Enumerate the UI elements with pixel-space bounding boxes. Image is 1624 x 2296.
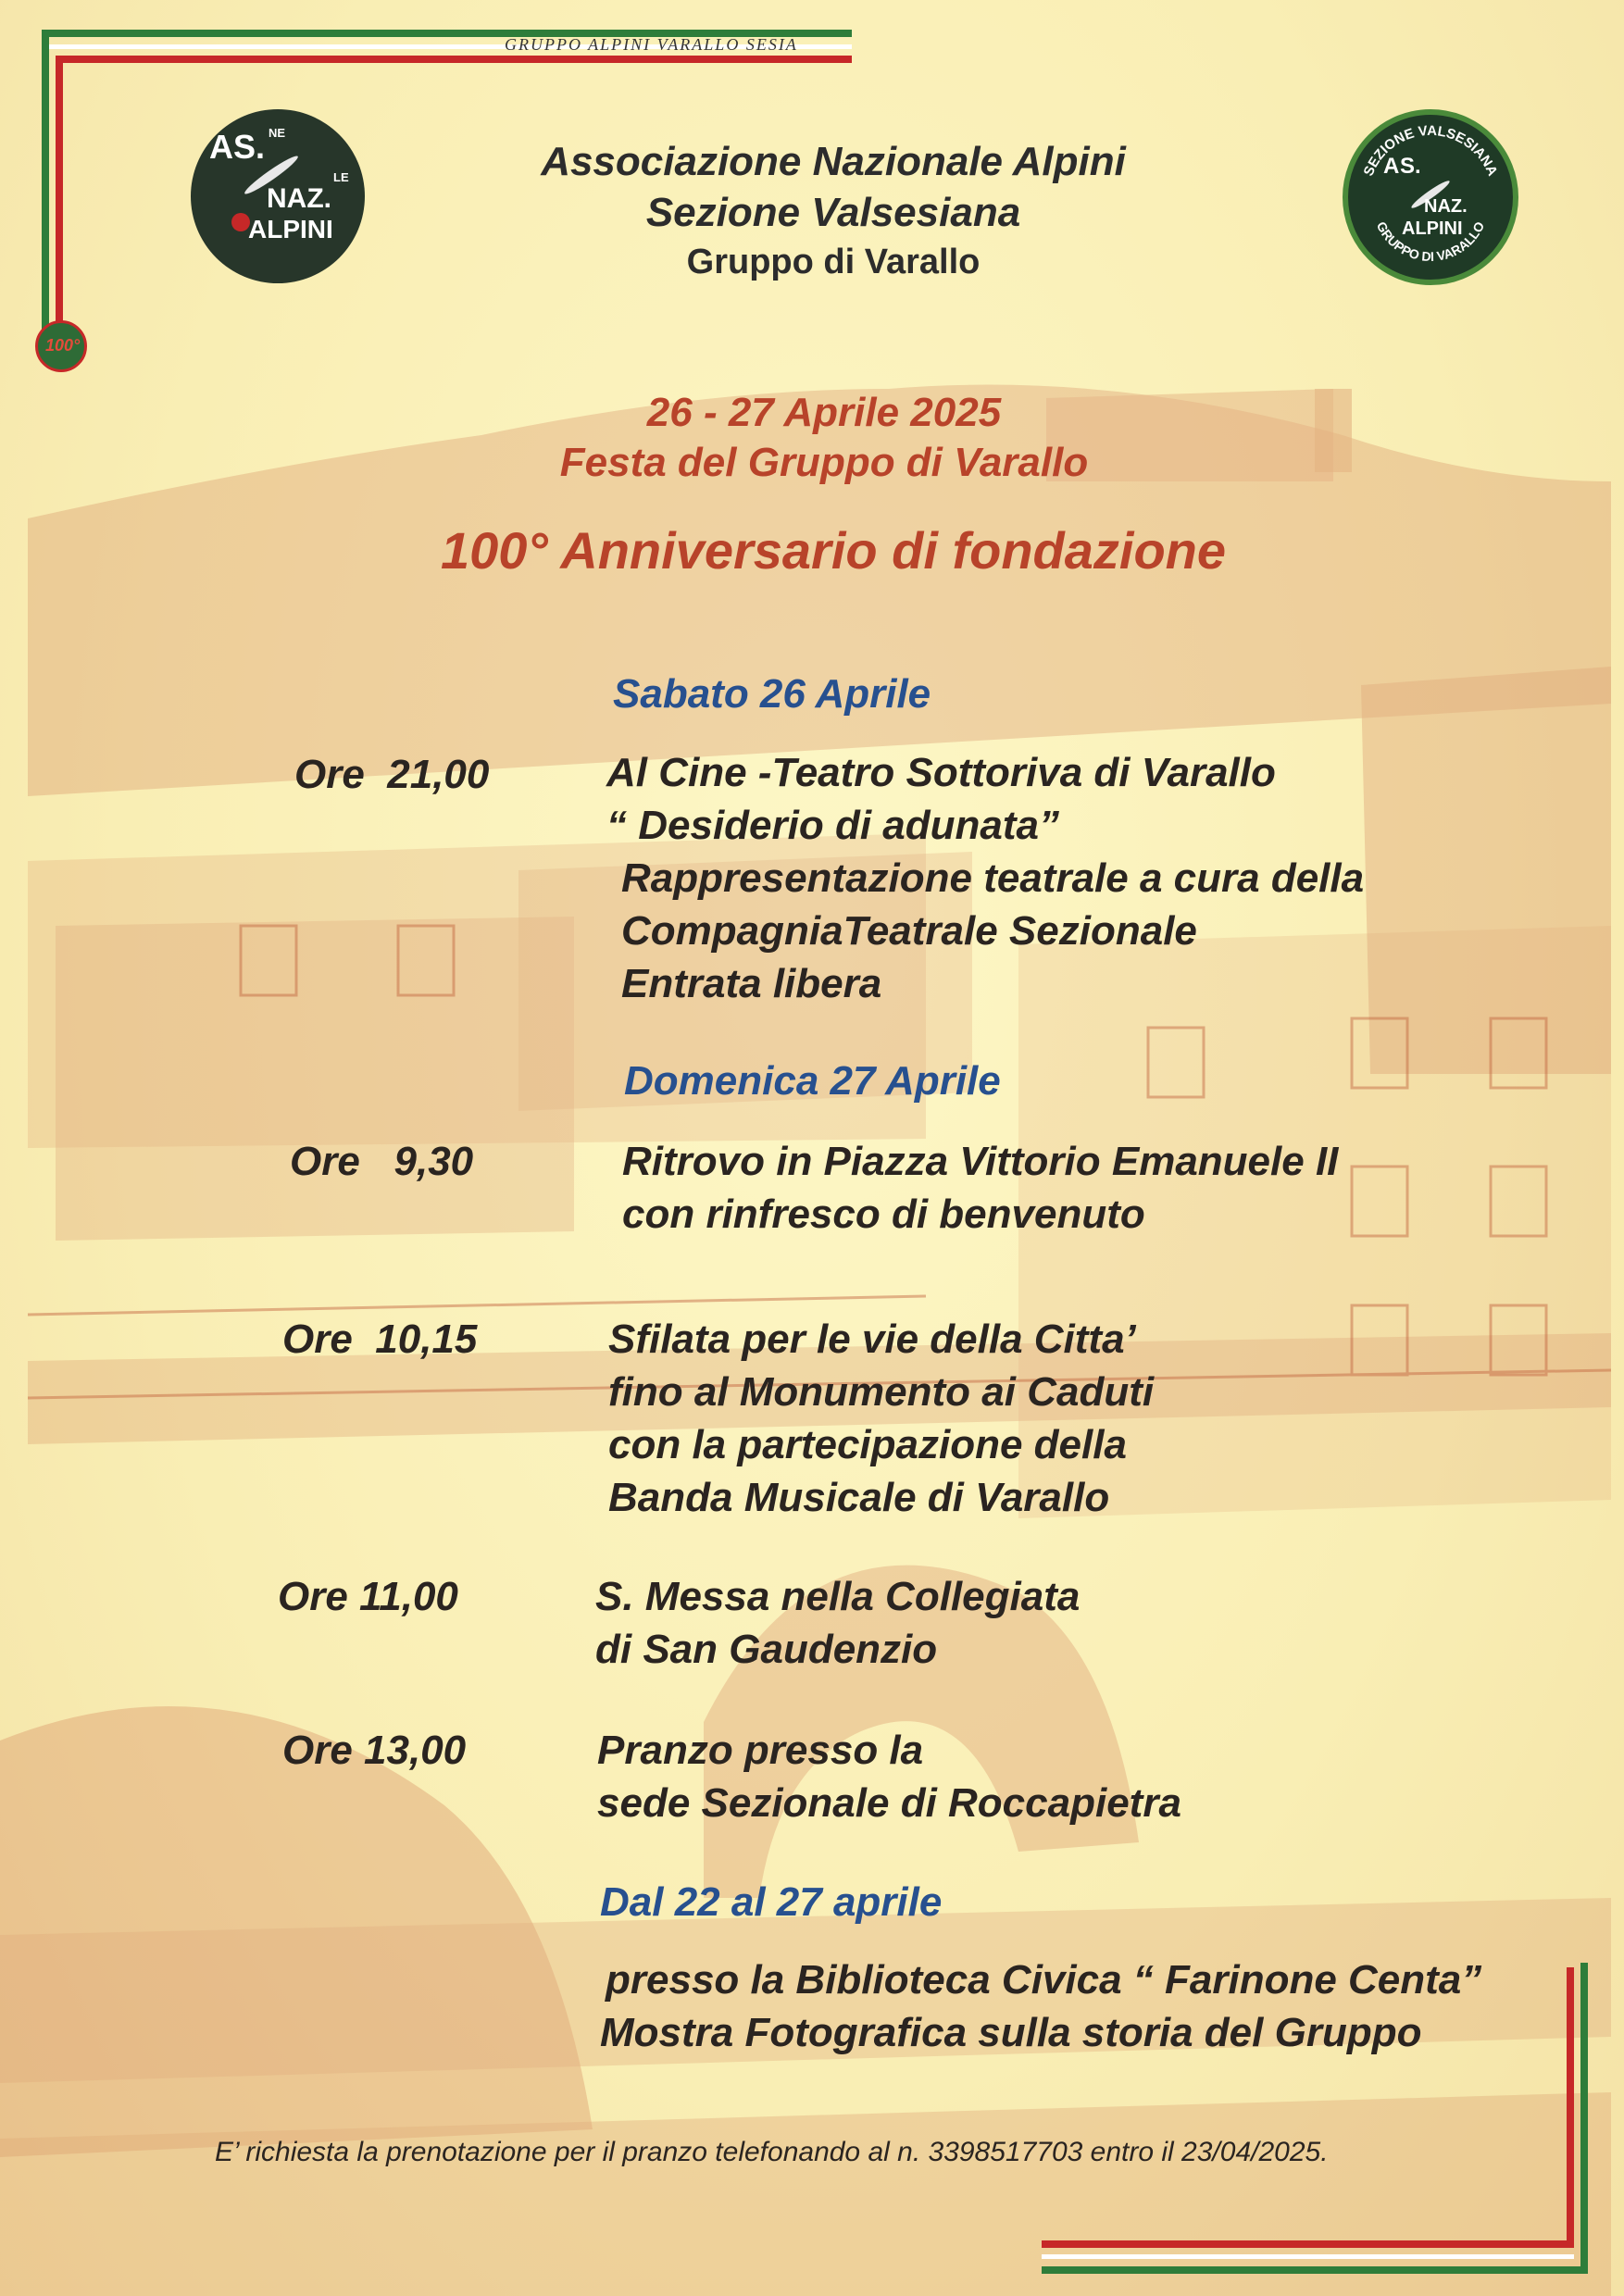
logo-left-letter-a: A: [209, 128, 233, 166]
saturday-item-1-line-2: “ Desiderio di adunata”: [606, 803, 1059, 848]
saturday-item-1-line-5: Entrata libera: [621, 961, 882, 1006]
svg-text:SEZIONE VALSESIANA: [1361, 123, 1501, 179]
sunday-item-3-text: [595, 1570, 1080, 1676]
sunday-time-4: Ore 13,00: [282, 1728, 467, 1773]
event-title: Festa del Gruppo di Varallo: [559, 440, 1089, 485]
logo-left-flower-icon: [231, 213, 250, 231]
logo-left-naz: NAZ.: [267, 183, 331, 214]
sunday-item-3-line-1: S. Messa nella Collegiata: [595, 1574, 1081, 1619]
reservation-note: E’ richiesta la prenotazione per il pranzo telefonando al n. 3398517703 entro il 23/04/2025.: [215, 2137, 1329, 2167]
exhibition-line-2: Mostra Fotografica sulla storia del Gruppo: [600, 2010, 1422, 2055]
sunday-heading: Domenica 27 Aprile: [624, 1058, 1001, 1104]
exhibition-line-1: presso la Biblioteca Civica “ Farinone Centa”: [606, 1957, 1482, 2003]
sunday-item-1-text: [622, 1135, 1338, 1241]
sunday-item-1-line-2: con rinfresco di benvenuto: [622, 1192, 1145, 1237]
logo-right-letter-s: S.: [1400, 154, 1421, 179]
logo-left-sup-le: LE: [333, 170, 349, 184]
saturday-time-1: Ore 21,00: [294, 752, 490, 797]
centenary-badge-text: 100°: [45, 336, 81, 355]
saturday-heading: Sabato 26 Aprile: [613, 671, 931, 717]
sunday-time-1: Ore 9,30: [290, 1139, 474, 1184]
saturday-item-1-line-4: CompagniaTeatrale Sezionale: [621, 908, 1197, 954]
exhibition-heading: Dal 22 al 27 aprile: [600, 1879, 943, 1925]
header-association: Associazione Nazionale Alpini: [541, 139, 1126, 184]
logo-right-naz: NAZ.: [1424, 196, 1468, 217]
saturday-item-1-text: [606, 746, 1364, 1010]
saturday-item-1-line-3: Rappresentazione teatrale a cura della: [621, 855, 1365, 901]
ana-logo-right: [1343, 109, 1518, 285]
logo-right-ring-bottom: GRUPPO DI VARALLO: [1373, 218, 1488, 265]
top-banner-text: GRUPPO ALPINI VARALLO SESIA: [505, 35, 798, 54]
sunday-item-3-line-2: di San Gaudenzio: [595, 1627, 938, 1672]
logo-right-alpini: ALPINI: [1402, 218, 1463, 239]
sunday-item-2-line-1: Sfilata per le vie della Citta’: [608, 1316, 1136, 1362]
event-dates: 26 - 27 Aprile 2025: [646, 390, 1002, 435]
logo-left-letter-s: S.: [233, 128, 266, 166]
ana-logo-left: [191, 109, 365, 283]
sunday-item-4-line-2: sede Sezionale di Roccapietra: [597, 1780, 1181, 1826]
sunday-time-3: Ore 11,00: [278, 1574, 458, 1619]
saturday-item-1-line-1: Al Cine -Teatro Sottoriva di Varallo: [606, 750, 1276, 795]
sunday-item-2-line-2: fino al Monumento ai Caduti: [608, 1369, 1155, 1415]
sunday-item-2-line-3: con la partecipazione della: [608, 1422, 1127, 1467]
exhibition-text: [600, 1953, 1481, 2059]
sunday-time-2: Ore 10,15: [282, 1316, 478, 1362]
centenary-badge: [35, 320, 87, 372]
sunday-item-2-line-4: Banda Musicale di Varallo: [608, 1475, 1110, 1520]
header-section: Sezione Valsesiana: [645, 190, 1021, 235]
logo-left-alpini: ALPINI: [248, 215, 333, 243]
sunday-item-1-line-1: Ritrovo in Piazza Vittorio Emanuele II: [622, 1139, 1339, 1184]
logo-left-sup-ne: NE: [269, 126, 286, 140]
sunday-item-4-text: [597, 1724, 1181, 1829]
logo-right-ring-top: SEZIONE VALSESIANA: [1360, 122, 1501, 179]
sunday-item-2-text: [608, 1313, 1154, 1524]
sunday-item-4-line-1: Pranzo presso la: [597, 1728, 924, 1773]
anniversary-title: 100° Anniversario di fondazione: [440, 521, 1227, 580]
header-group: Gruppo di Varallo: [686, 243, 981, 281]
logo-right-letter-a: A: [1383, 154, 1400, 179]
